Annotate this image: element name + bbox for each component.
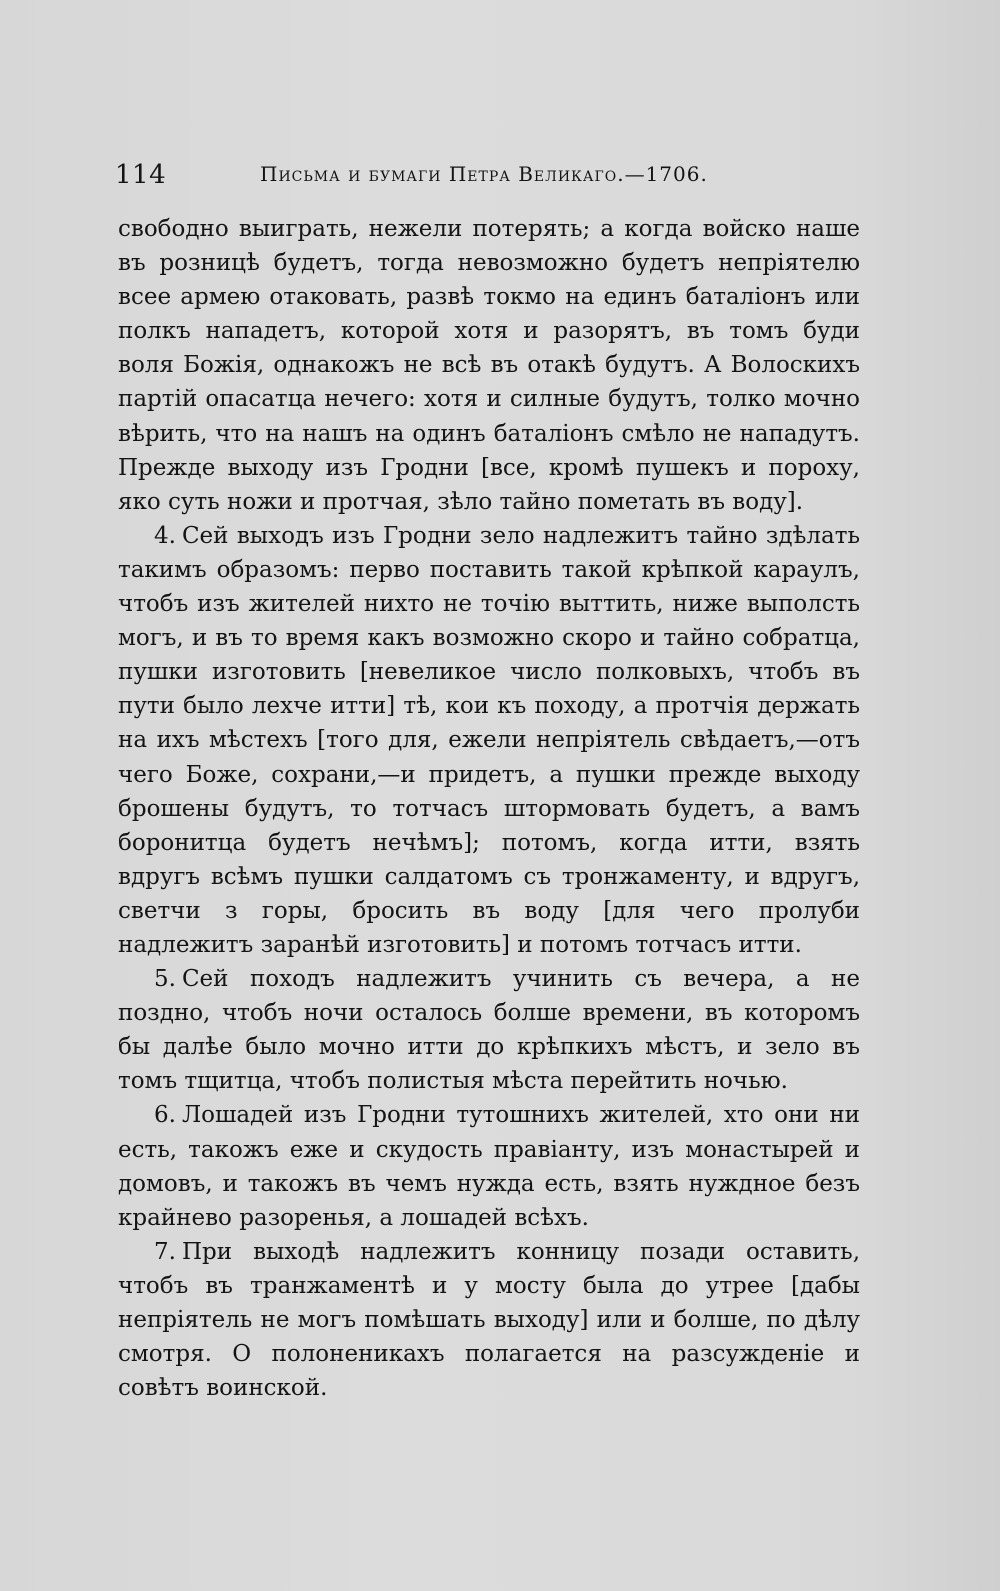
page-header [115, 160, 855, 200]
paragraph-number: 7. [154, 1238, 176, 1265]
paragraph-continuation [118, 212, 860, 519]
paragraph-number: 5. [154, 966, 176, 993]
running-head: Письма и бумаги Петра Великаго.—1706. [260, 162, 708, 186]
paragraph-7 [118, 1235, 860, 1405]
paragraph-number: 4. [154, 522, 176, 549]
paragraph-text: Сей выходъ изъ Гродни зело надлежитъ тайно здѣлать такимъ образомъ: перво поставить такой крѣпкой караулъ, чтобъ изъ жителей нихто не точію выттить, ниже выполсть могъ, и въ то время какъ возможно скоро и тайно собратца, пушки изготовить [невеликое число полковыхъ, чтобъ въ пути было лехче итти] тѣ, кои къ походу, а протчія держать на ихъ мѣстехъ [того для, ежели непріятель свѣдаетъ,—отъ чего Боже, сохрани,—и придетъ, а пушки прежде выходу брошены будутъ, то тотчасъ штормовать будетъ, а вамъ боронитца будетъ нечѣмъ]; потомъ, когда итти, взять вдругъ всѣмъ пушки салдатомъ съ тронжаменту, и вдругъ, светчи з горы, бросить въ воду [для чего пролуби надлежитъ заранѣй изготовить] и потомъ тотчасъ итти. [118, 522, 860, 958]
paragraph-text: свободно выиграть, нежели потерять; а когда войско наше въ розницѣ будетъ, тогда невозможно будетъ непріятелю всее армею отаковать, развѣ токмо на единъ баталіонъ или полкъ нападетъ, которой хотя и разорятъ, въ томъ буди воля Божія, однакожъ не всѣ въ отакѣ будутъ. А Волоскихъ партій опасатца нечего: хотя и силные будутъ, толко мочно вѣрить, что на нашъ на одинъ баталіонъ смѣло не нападутъ. Прежде выходу изъ Гродни [все, кромѣ пушекъ и пороху, яко суть ножи и протчая, зѣло тайно пометать въ воду]. [118, 216, 860, 515]
paragraph-4 [118, 519, 860, 962]
paragraph-number: 6. [154, 1102, 176, 1129]
paragraph-text: При выходѣ надлежитъ конницу позади оставить, чтобъ въ транжаментѣ и у мосту была до утрее [дабы непріятель не могъ помѣшать выходу] или и болше, по дѣлу смотря. О полоненикахъ полагается на разсужденіе и совѣтъ воинской. [118, 1238, 860, 1402]
body-text [118, 212, 860, 1405]
paragraph-6 [118, 1098, 860, 1234]
page-number: 114 [115, 160, 167, 190]
paragraph-text: Сей походъ надлежитъ учинить съ вечера, а не поздно, чтобъ ночи осталось болше времени, въ которомъ бы далѣе было мочно итти до крѣпкихъ мѣстъ, и зело въ томъ тщитца, чтобъ полистыя мѣста перейтить ночью. [118, 966, 860, 1095]
paragraph-text: Лошадей изъ Гродни тутошнихъ жителей, хто они ни есть, такожъ еже и скудость правіанту, изъ монастырей и домовъ, и такожъ въ чемъ нужда есть, взять нуждное безъ крайнево разоренья, а лошадей всѣхъ. [118, 1102, 860, 1231]
paragraph-5 [118, 962, 860, 1098]
